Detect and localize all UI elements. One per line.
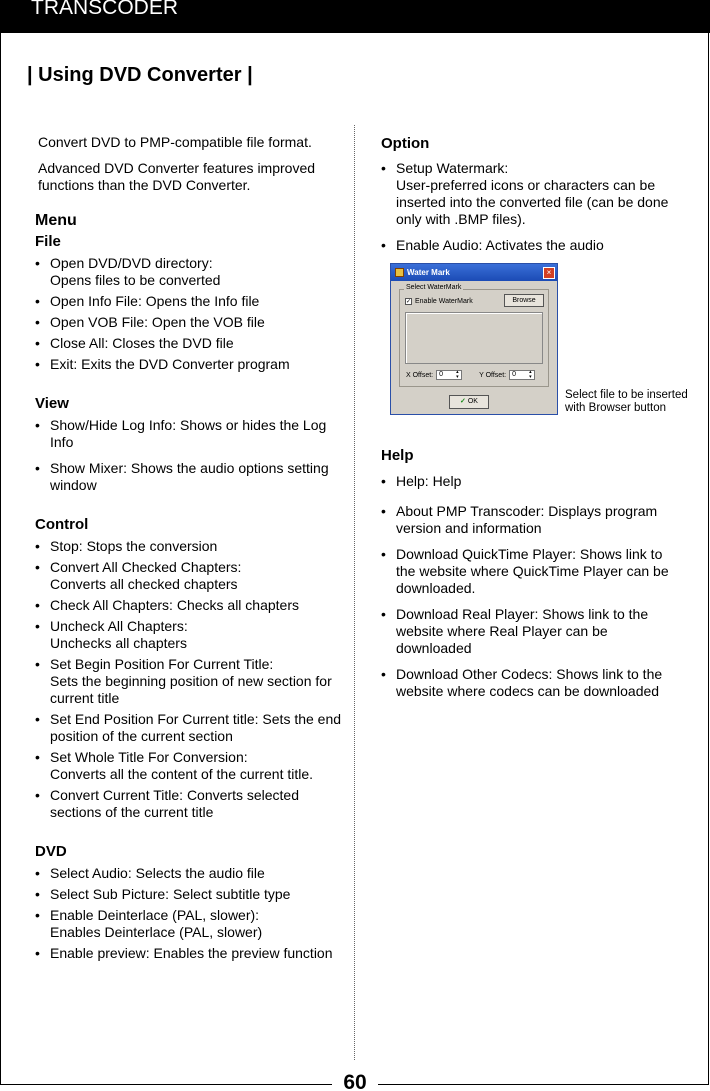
list-item: • Uncheck All Chapters: Unchecks all chapters [35, 618, 353, 652]
list-item: • Enable preview: Enables the preview function [35, 945, 353, 962]
offset-row [406, 370, 538, 380]
app-icon [395, 268, 404, 277]
dvd-list [35, 865, 353, 962]
list-item: • Stop: Stops the conversion [35, 538, 353, 555]
header-bar [0, 0, 710, 33]
yoffset-input[interactable]: 0 ▴▾ [509, 370, 535, 380]
list-item: • Set Begin Position For Current Title: Sets the beginning position of new section for current title [35, 656, 353, 707]
watermark-group [399, 284, 549, 387]
list-item: • Enable Audio: Activates the audio [381, 237, 701, 254]
border-bottom-left [0, 1084, 332, 1085]
list-item: • Download Other Codecs: Shows link to the website where codecs can be downloaded [381, 666, 683, 700]
watermark-dialog [390, 263, 558, 415]
close-icon[interactable]: × [543, 267, 555, 279]
list-item: • Enable Deinterlace (PAL, slower): Enables Deinterlace (PAL, slower) [35, 907, 353, 941]
header-title: TRANSCODER [31, 0, 179, 19]
menu-heading: Menu [35, 212, 77, 229]
watermark-preview [405, 312, 543, 364]
help-list [381, 473, 701, 700]
dvd-heading: DVD [35, 843, 67, 860]
list-item: • Open Info File: Opens the Info file [35, 293, 353, 310]
list-item: • Set End Position For Current title: Sets the end position of the current section [35, 711, 353, 745]
list-item: • Show/Hide Log Info: Shows or hides the Log Info [35, 417, 353, 451]
control-heading: Control [35, 516, 89, 533]
xoffset-input[interactable]: 0 ▴▾ [436, 370, 462, 380]
intro-line: Convert DVD to PMP-compatible file format. [38, 134, 312, 150]
yoffset-label: Y Offset: [479, 371, 507, 379]
ok-button[interactable]: ✓ OK [449, 395, 489, 409]
option-list [381, 160, 701, 254]
checkmark-icon: ✓ [406, 299, 412, 305]
list-item: • Convert All Checked Chapters: Converts all checked chapters [35, 559, 353, 593]
xoffset-label: X Offset: [406, 371, 434, 379]
page-number: 60 [343, 1071, 367, 1091]
list-item: • Setup Watermark: User-preferred icons or characters can be inserted into the converted file (can be done only with .BMP files). [381, 160, 701, 228]
border-right [708, 33, 709, 1085]
section-title: | Using DVD Converter | [27, 64, 253, 86]
column-divider [354, 125, 355, 1060]
help-heading: Help [381, 447, 414, 464]
list-item: • Download Real Player: Shows link to the website where Real Player can be downloaded [381, 606, 683, 657]
border-bottom-right [378, 1084, 709, 1085]
dialog-titlebar [391, 264, 557, 281]
list-item: • Close All: Closes the DVD file [35, 335, 353, 352]
right-column [381, 134, 701, 709]
list-item: • Show Mixer: Shows the audio options setting window [35, 460, 353, 494]
border-left [0, 33, 1, 1085]
list-item: • Set Whole Title For Conversion: Converts all the content of the current title. [35, 749, 353, 783]
list-item: • Help: Help [381, 473, 683, 490]
list-item: • Select Audio: Selects the audio file [35, 865, 353, 882]
left-column [35, 134, 353, 966]
view-heading: View [35, 395, 69, 412]
browse-button[interactable]: Browse [504, 294, 544, 307]
file-list [35, 255, 353, 373]
option-heading: Option [381, 135, 430, 152]
list-item: • Check All Chapters: Checks all chapters [35, 597, 353, 614]
group-label: Select WaterMark [406, 284, 462, 291]
list-item: • About PMP Transcoder: Displays program version and information [381, 503, 683, 537]
list-item: • Open DVD/DVD directory: Opens files to be converted [35, 255, 353, 289]
dialog-caption: Select file to be inserted with Browser button [565, 389, 688, 414]
file-heading: File [35, 233, 61, 250]
dialog-title: Water Mark [407, 268, 450, 277]
control-list [35, 538, 353, 821]
list-item: • Exit: Exits the DVD Converter program [35, 356, 353, 373]
enable-watermark-checkbox[interactable]: ✓ Enable WaterMark [406, 298, 473, 305]
check-icon: ✓ [460, 398, 466, 405]
intro-line: Advanced DVD Converter features improved functions than the DVD Converter. [38, 160, 316, 193]
list-item: • Select Sub Picture: Select subtitle type [35, 886, 353, 903]
list-item: • Convert Current Title: Converts selected sections of the current title [35, 787, 353, 821]
view-list [35, 417, 353, 494]
list-item: • Download QuickTime Player: Shows link to the website where QuickTime Player can be downloaded. [381, 546, 683, 597]
list-item: • Open VOB File: Open the VOB file [35, 314, 353, 331]
